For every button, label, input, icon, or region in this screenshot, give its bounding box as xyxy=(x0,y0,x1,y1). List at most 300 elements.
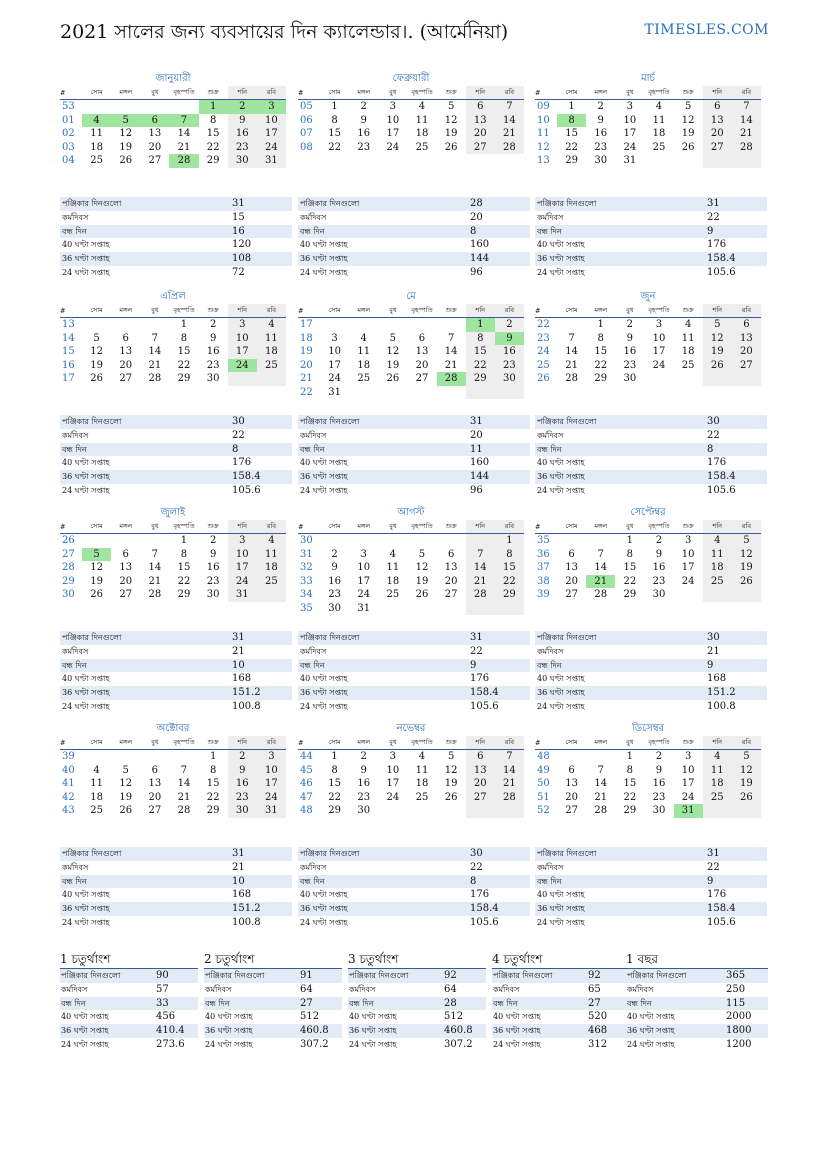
stat-label: বন্ধ দিন xyxy=(300,444,325,454)
stat-row xyxy=(535,197,767,211)
week-number: 07 xyxy=(300,128,313,140)
empty-day-cell xyxy=(466,602,495,616)
stat-label: 36 ঘণ্টা সপ্তাহ xyxy=(62,254,110,264)
stat-row xyxy=(60,1010,198,1024)
day-cell: 5 xyxy=(418,548,426,560)
day-cell: 9 xyxy=(228,764,257,778)
stat-label: কর্মদিবস xyxy=(493,984,520,994)
day-cell: 7 xyxy=(169,114,198,128)
day-cell: 19 xyxy=(732,561,761,575)
stat-value: 31 xyxy=(470,416,483,427)
empty-day-cell xyxy=(644,154,673,168)
stat-label: 36 ঘণ্টা সপ্তাহ xyxy=(493,1026,541,1036)
day-cell: 22 xyxy=(177,359,191,371)
stat-value: 108 xyxy=(232,253,252,265)
stat-label: বন্ধ দিন xyxy=(205,998,230,1008)
day-cell: 13 xyxy=(119,346,133,358)
stat-label: 40 ঘণ্টা সপ্তাহ xyxy=(300,240,348,250)
month-calendar xyxy=(535,290,761,386)
stat-row xyxy=(626,997,768,1011)
day-cell: 4 xyxy=(257,534,286,548)
stat-row xyxy=(348,1024,486,1038)
week-number: 20 xyxy=(300,359,313,371)
stat-value: 1200 xyxy=(726,1038,752,1050)
stat-row xyxy=(535,916,767,930)
day-cell: 20 xyxy=(703,127,732,141)
day-cell: 6 xyxy=(466,100,495,114)
empty-day-cell xyxy=(732,804,761,818)
day-cell: 1 xyxy=(199,100,228,114)
summary-title: 1 চতুর্থাংশ xyxy=(60,950,198,969)
stat-row xyxy=(535,847,767,861)
empty-day-cell xyxy=(378,804,407,818)
day-cell: 4 xyxy=(389,548,397,560)
stat-row xyxy=(492,1038,630,1052)
stat-row xyxy=(535,211,767,225)
day-cell: 8 xyxy=(180,332,188,344)
empty-day-cell xyxy=(320,534,349,548)
day-cell: 27 xyxy=(119,589,133,601)
stat-label: 36 ঘণ্টা সপ্তাহ xyxy=(537,472,585,482)
day-cell: 30 xyxy=(652,589,666,601)
weekday-header: বৃহস্পতি xyxy=(407,520,436,534)
day-cell: 14 xyxy=(495,764,524,778)
day-cell: 22 xyxy=(594,359,608,371)
day-cell: 9 xyxy=(228,114,257,128)
day-cell: 16 xyxy=(652,778,666,790)
day-cell: 23 xyxy=(357,791,371,803)
day-cell: 31 xyxy=(674,804,703,818)
stat-label: 36 ঘণ্টা সপ্তাহ xyxy=(537,904,585,914)
stat-value: 22 xyxy=(707,211,720,223)
day-cell: 22 xyxy=(206,791,220,803)
weekday-header: বুধ xyxy=(378,86,407,100)
weekday-header: শুক্র xyxy=(199,520,228,534)
stat-label: 24 ঘণ্টা সপ্তাহ xyxy=(300,917,348,927)
week-number: 03 xyxy=(62,141,75,153)
day-cell: 19 xyxy=(119,791,133,803)
stat-value: 100.8 xyxy=(707,700,736,712)
day-cell: 16 xyxy=(357,128,371,140)
week-number: 47 xyxy=(300,791,313,803)
day-cell: 31 xyxy=(623,155,637,167)
stat-value: 468 xyxy=(588,1025,608,1037)
stat-label: কর্মদিবস xyxy=(349,984,376,994)
stat-row xyxy=(60,1024,198,1038)
day-cell: 24 xyxy=(386,141,400,153)
day-cell: 21 xyxy=(148,359,162,371)
empty-day-cell xyxy=(674,588,703,602)
month-stats xyxy=(535,631,767,714)
month-stats xyxy=(60,631,292,714)
month-name: ডিসেম্বর xyxy=(631,723,665,734)
day-cell: 16 xyxy=(206,562,220,574)
day-cell: 13 xyxy=(565,778,578,790)
stat-label: বন্ধ দিন xyxy=(537,660,562,670)
month-stats xyxy=(298,197,530,280)
day-cell: 22 xyxy=(565,141,578,153)
stat-row xyxy=(348,983,486,997)
week-number: 29 xyxy=(62,575,75,587)
stat-value: 176 xyxy=(707,889,727,901)
stat-row xyxy=(60,470,292,484)
stat-value: 8 xyxy=(707,443,714,455)
day-cell: 25 xyxy=(357,373,371,385)
stat-value: 105.6 xyxy=(470,700,499,712)
stat-value: 91 xyxy=(300,970,313,981)
stat-row xyxy=(298,266,530,280)
weekday-header: রবি xyxy=(257,86,286,100)
week-number: 18 xyxy=(300,332,313,344)
month-days-table xyxy=(535,736,761,818)
day-cell: 13 xyxy=(415,346,429,358)
empty-day-cell xyxy=(557,318,586,332)
day-cell: 26 xyxy=(119,155,133,167)
empty-day-cell xyxy=(437,534,466,548)
weekday-header: সোম xyxy=(82,86,111,100)
empty-day-cell xyxy=(82,318,111,332)
day-cell: 16 xyxy=(594,128,608,140)
day-cell: 15 xyxy=(177,346,191,358)
day-cell: 20 xyxy=(415,359,429,371)
day-cell: 5 xyxy=(447,101,455,113)
week-number: 31 xyxy=(300,548,313,560)
stat-row xyxy=(535,470,767,484)
weekday-header: বুধ xyxy=(140,736,169,750)
empty-day-cell xyxy=(557,534,586,548)
day-cell: 13 xyxy=(148,778,162,790)
day-cell: 7 xyxy=(466,548,495,562)
day-cell: 18 xyxy=(357,359,371,371)
day-cell: 25 xyxy=(90,155,103,167)
stat-row xyxy=(298,631,530,645)
day-cell: 7 xyxy=(495,750,524,764)
week-number: 37 xyxy=(537,562,550,574)
stat-label: কর্মদিবস xyxy=(300,862,327,872)
day-cell: 27 xyxy=(732,359,761,373)
stat-label: পঞ্জিকার দিনগুলো xyxy=(627,971,687,980)
stat-label: 40 ঘণ্টা সপ্তাহ xyxy=(62,458,110,468)
empty-day-cell xyxy=(140,100,169,114)
stat-label: 36 ঘণ্টা সপ্তাহ xyxy=(537,254,585,264)
day-cell: 24 xyxy=(328,373,341,385)
week-number: 04 xyxy=(62,155,75,167)
weekday-header: সোম xyxy=(320,304,349,318)
stat-value: 168 xyxy=(707,673,727,685)
stat-row xyxy=(535,902,767,916)
day-cell: 5 xyxy=(732,534,761,548)
day-cell: 10 xyxy=(386,114,400,126)
weekday-header: রবি xyxy=(257,304,286,318)
day-cell: 6 xyxy=(418,332,426,344)
day-cell: 16 xyxy=(228,777,257,791)
summary-rows xyxy=(60,969,198,1052)
week-number: 35 xyxy=(537,535,550,547)
day-cell: 29 xyxy=(565,155,578,167)
stat-value: 160 xyxy=(470,239,490,251)
stat-value: 144 xyxy=(470,253,490,265)
day-cell: 28 xyxy=(594,805,608,817)
weekday-header: মঙ্গল xyxy=(586,86,615,100)
day-cell: 29 xyxy=(328,805,341,817)
day-cell: 5 xyxy=(684,101,692,113)
day-cell: 4 xyxy=(418,101,426,113)
day-cell: 20 xyxy=(148,141,162,153)
day-cell: 13 xyxy=(703,114,732,128)
day-cell: 17 xyxy=(357,575,371,587)
month-name: মে xyxy=(406,291,416,302)
day-cell: 12 xyxy=(386,346,400,358)
day-cell: 27 xyxy=(415,373,429,385)
day-cell: 1 xyxy=(209,751,217,763)
day-cell: 6 xyxy=(151,764,159,776)
stat-row xyxy=(626,983,768,997)
stat-value: 8 xyxy=(232,443,239,455)
stat-value: 105.6 xyxy=(707,916,736,928)
empty-day-cell xyxy=(437,386,466,400)
stat-row xyxy=(298,415,530,429)
day-cell: 25 xyxy=(703,575,732,589)
weekday-header: বুধ xyxy=(615,304,644,318)
week-number: 24 xyxy=(537,346,550,358)
day-cell: 20 xyxy=(119,359,133,371)
month-stats xyxy=(60,415,292,498)
day-cell: 3 xyxy=(257,100,286,114)
stat-row xyxy=(535,888,767,902)
day-cell: 7 xyxy=(151,548,159,560)
stat-row xyxy=(204,997,342,1011)
stat-value: 176 xyxy=(707,457,727,469)
stat-row xyxy=(535,443,767,457)
empty-day-cell xyxy=(437,318,466,332)
day-cell: 3 xyxy=(228,318,257,332)
empty-day-cell xyxy=(674,154,703,168)
stat-row xyxy=(535,659,767,673)
day-cell: 7 xyxy=(180,764,188,776)
stat-label: 36 ঘণ্টা সপ্তাহ xyxy=(300,688,348,698)
stat-row xyxy=(60,645,292,659)
weekday-header: সোম xyxy=(82,736,111,750)
month-calendar xyxy=(60,722,286,818)
stat-value: 11 xyxy=(470,443,483,455)
day-cell: 20 xyxy=(565,575,578,587)
day-cell: 9 xyxy=(209,332,217,344)
stat-label: পঞ্জিকার দিনগুলো xyxy=(205,971,265,980)
empty-day-cell xyxy=(140,534,169,548)
day-cell: 1 xyxy=(626,535,634,547)
stat-label: কর্মদিবস xyxy=(62,646,89,656)
day-cell: 18 xyxy=(90,141,103,153)
stat-value: 15 xyxy=(232,211,245,223)
day-cell: 24 xyxy=(623,141,637,153)
day-cell: 12 xyxy=(119,128,133,140)
stat-label: 24 ঘণ্টা সপ্তাহ xyxy=(537,267,585,277)
weekday-header: শুক্র xyxy=(437,520,466,534)
day-cell: 10 xyxy=(652,332,666,344)
day-cell: 8 xyxy=(466,332,495,346)
week-number: 21 xyxy=(300,373,313,385)
month-calendar xyxy=(298,72,524,154)
day-cell: 4 xyxy=(360,332,367,344)
stat-label: 24 ঘণ্টা সপ্তাহ xyxy=(300,267,348,277)
stat-label: কর্মদিবস xyxy=(300,212,327,222)
empty-day-cell xyxy=(437,804,466,818)
stat-value: 92 xyxy=(444,970,457,981)
day-cell: 24 xyxy=(357,589,371,601)
empty-day-cell xyxy=(82,750,111,764)
month-calendar xyxy=(535,722,761,818)
weekday-header: সোম xyxy=(557,736,586,750)
empty-day-cell xyxy=(703,372,732,386)
day-cell: 17 xyxy=(386,128,400,140)
day-cell: 24 xyxy=(652,359,666,371)
stat-value: 22 xyxy=(707,861,720,873)
day-cell: 3 xyxy=(257,750,286,764)
empty-day-cell xyxy=(378,386,407,400)
day-cell: 7 xyxy=(151,332,159,344)
day-cell: 2 xyxy=(360,101,367,113)
stat-label: বন্ধ দিন xyxy=(537,876,562,886)
stat-label: 24 ঘণ্টা সপ্তাহ xyxy=(62,267,110,277)
weekday-header: সোম xyxy=(320,520,349,534)
stat-row xyxy=(60,916,292,930)
month-stats xyxy=(60,197,292,280)
day-cell: 10 xyxy=(681,548,695,560)
stat-label: 36 ঘণ্টা সপ্তাহ xyxy=(62,688,110,698)
day-cell: 23 xyxy=(623,359,637,371)
day-cell: 7 xyxy=(732,100,761,114)
empty-day-cell xyxy=(466,804,495,818)
stat-row xyxy=(298,902,530,916)
day-cell: 11 xyxy=(257,548,286,562)
day-cell: 18 xyxy=(415,128,429,140)
stat-row xyxy=(535,484,767,498)
stat-value: 27 xyxy=(588,997,601,1009)
day-cell: 22 xyxy=(623,791,637,803)
stat-row xyxy=(298,238,530,252)
day-cell: 24 xyxy=(228,575,257,589)
day-cell: 31 xyxy=(228,588,257,602)
day-cell: 20 xyxy=(466,777,495,791)
stat-row xyxy=(298,847,530,861)
empty-day-cell xyxy=(466,534,495,548)
weekday-header: বুধ xyxy=(140,304,169,318)
stat-label: 24 ঘণ্টা সপ্তাহ xyxy=(300,485,348,495)
stat-row xyxy=(60,484,292,498)
day-cell: 25 xyxy=(703,791,732,805)
day-cell: 23 xyxy=(652,575,666,587)
stat-row xyxy=(60,700,292,714)
day-cell: 27 xyxy=(466,141,495,155)
week-number: 39 xyxy=(62,751,75,763)
week-number: 48 xyxy=(537,751,550,763)
day-cell: 5 xyxy=(82,548,111,562)
day-cell: 26 xyxy=(703,359,732,373)
stat-row xyxy=(535,252,767,266)
stat-row xyxy=(298,916,530,930)
day-cell: 30 xyxy=(228,154,257,168)
stat-label: কর্মদিবস xyxy=(537,862,564,872)
day-cell: 20 xyxy=(466,127,495,141)
day-cell: 24 xyxy=(386,791,400,803)
day-cell: 2 xyxy=(626,319,634,331)
day-cell: 19 xyxy=(444,128,458,140)
day-cell: 24 xyxy=(681,791,695,803)
empty-day-cell xyxy=(407,386,436,400)
day-cell: 21 xyxy=(495,127,524,141)
empty-day-cell xyxy=(495,602,524,616)
week-number: 35 xyxy=(300,602,313,614)
day-cell: 14 xyxy=(177,128,191,140)
day-cell: 8 xyxy=(209,764,217,776)
stat-label: বন্ধ দিন xyxy=(537,226,562,236)
day-cell: 8 xyxy=(626,548,634,560)
stat-value: 312 xyxy=(588,1038,608,1050)
week-number: 05 xyxy=(300,101,313,113)
week-number: 30 xyxy=(62,589,75,601)
stat-row xyxy=(298,484,530,498)
summary-block xyxy=(348,950,486,1052)
stat-label: বন্ধ দিন xyxy=(627,998,652,1008)
summary-block xyxy=(492,950,630,1052)
day-cell: 15 xyxy=(623,778,637,790)
day-cell: 17 xyxy=(257,777,286,791)
stat-row xyxy=(492,969,630,983)
month-calendar xyxy=(60,506,286,602)
empty-day-cell xyxy=(378,318,407,332)
stat-value: 9 xyxy=(707,875,714,887)
stat-row xyxy=(492,983,630,997)
stat-value: 16 xyxy=(232,225,245,237)
summary-rows xyxy=(204,969,342,1052)
day-cell: 1 xyxy=(180,319,188,331)
day-cell: 16 xyxy=(228,127,257,141)
stat-value: 158.4 xyxy=(707,903,736,915)
stat-label: 40 ঘণ্টা সপ্তাহ xyxy=(300,458,348,468)
empty-day-cell xyxy=(257,588,286,602)
stat-row xyxy=(535,429,767,443)
stat-label: 36 ঘণ্টা সপ্তাহ xyxy=(62,472,110,482)
stat-row xyxy=(535,631,767,645)
stat-row xyxy=(60,429,292,443)
site-brand-link[interactable]: TIMESLES.COM xyxy=(644,22,769,38)
day-cell: 14 xyxy=(594,778,608,790)
stat-row xyxy=(298,686,530,700)
stat-label: 40 ঘণ্টা সপ্তাহ xyxy=(537,458,585,468)
weekday-header: # xyxy=(535,520,557,534)
month-days-table xyxy=(535,304,761,386)
day-cell: 30 xyxy=(206,373,220,385)
stat-row xyxy=(535,415,767,429)
day-cell: 20 xyxy=(732,345,761,359)
week-number: 26 xyxy=(537,373,550,385)
empty-day-cell xyxy=(407,534,436,548)
day-cell: 2 xyxy=(331,548,338,560)
day-cell: 23 xyxy=(206,359,220,371)
day-cell: 23 xyxy=(228,141,257,155)
day-cell: 26 xyxy=(90,373,103,385)
stat-row xyxy=(298,888,530,902)
week-number: 44 xyxy=(300,751,313,763)
day-cell: 7 xyxy=(597,764,604,776)
day-cell: 8 xyxy=(331,764,338,776)
empty-day-cell xyxy=(586,534,615,548)
summary-rows xyxy=(492,969,630,1052)
stat-row xyxy=(60,686,292,700)
week-number: 19 xyxy=(300,346,313,358)
week-number: 36 xyxy=(537,548,550,560)
day-cell: 14 xyxy=(732,114,761,128)
